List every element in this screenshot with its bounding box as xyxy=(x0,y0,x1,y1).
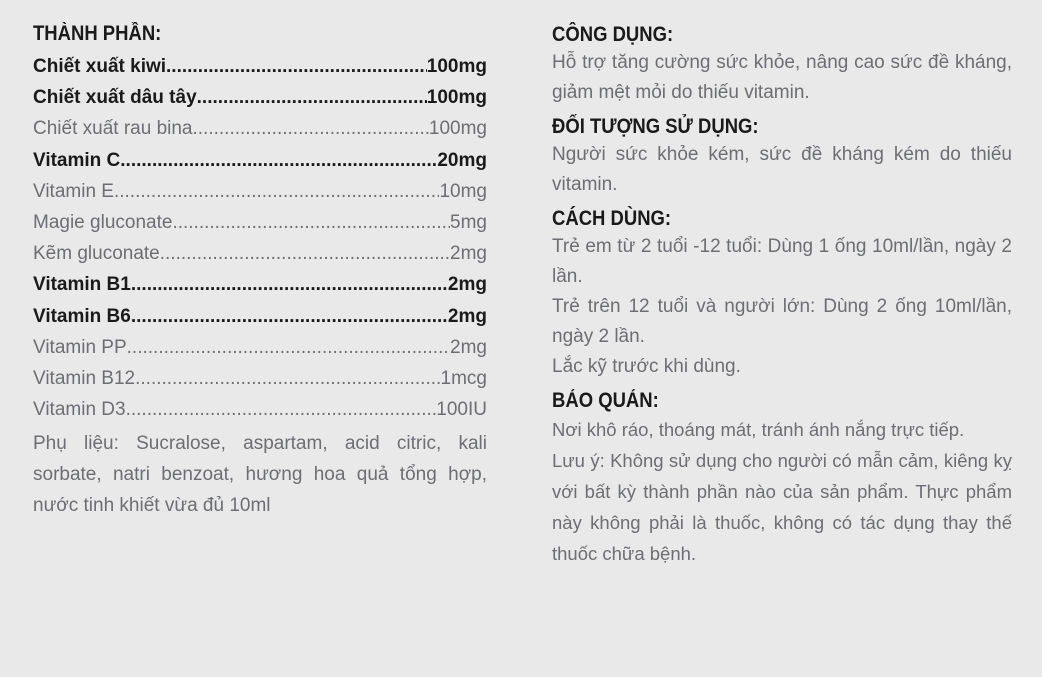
ingredient-amount: 2mg xyxy=(450,336,487,358)
ingredient-name: Chiết xuất kiwi xyxy=(33,56,167,77)
ingredient-name: Vitamin D3 xyxy=(33,399,126,421)
usage-children-text: Trẻ em từ 2 tuổi -12 tuổi: Dùng 1 ống 10ml/lần, ngày 2 lần. xyxy=(552,236,1012,287)
target-users-text: Người sức khỏe kém, sức đề kháng kém do thiếu vitamin. xyxy=(552,144,1012,195)
dot-leader xyxy=(135,363,440,394)
dot-leader xyxy=(197,82,427,113)
storage-note: Lưu ý: Không sử dụng cho người có mẫn cảm, kiêng kỵ với bất kỳ thành phần nào của sản phẩm. Thực phẩm này không phải là thuốc, không có tác dụng thay thế thuốc chữa bệnh. xyxy=(552,450,1012,564)
dot-leader xyxy=(160,238,450,269)
ingredient-name: Vitamin B12 xyxy=(33,367,136,389)
ingredient-row xyxy=(33,238,487,269)
ingredient-amount: 2mg xyxy=(450,243,487,265)
ingredient-amount: 1mcg xyxy=(440,367,487,389)
ingredient-amount: 20mg xyxy=(437,149,487,171)
dot-leader xyxy=(172,207,450,238)
ingredient-name: Vitamin PP xyxy=(33,336,127,358)
ingredient-row xyxy=(33,113,487,144)
ingredient-row xyxy=(33,82,487,113)
ingredient-row xyxy=(33,332,487,363)
ingredient-amount: 5mg xyxy=(450,211,487,233)
ingredient-amount: 100mg xyxy=(428,118,487,140)
dot-leader xyxy=(193,113,429,144)
dot-leader xyxy=(114,176,440,207)
dot-leader xyxy=(126,394,437,425)
dot-leader xyxy=(127,332,450,363)
usage-shake-text: Lắc kỹ trước khi dùng. xyxy=(552,356,741,377)
ingredient-name: Vitamin E xyxy=(33,180,114,202)
target-users-heading: ĐỐI TƯỢNG SỬ DỤNG: xyxy=(552,115,759,138)
ingredient-name: Magie gluconate xyxy=(33,211,173,233)
ingredient-name: Vitamin C xyxy=(33,149,121,171)
excipients-text: Phụ liệu: Sucralose, aspartam, acid citric, kali sorbate, natri benzoat, hương hoa quả tổng hợp, nước tinh khiết vừa đủ 10ml xyxy=(33,433,487,517)
ingredient-row xyxy=(33,207,487,238)
ingredient-row xyxy=(33,269,487,300)
dot-leader xyxy=(166,51,427,82)
info-section xyxy=(552,0,1012,569)
usage-heading: CÁCH DÙNG: xyxy=(552,207,672,230)
usage-adults-text: Trẻ trên 12 tuổi và người lớn: Dùng 2 ống 10ml/lần, ngày 2 lần. xyxy=(552,296,1012,347)
ingredient-amount: 100mg xyxy=(426,56,487,77)
ingredient-amount: 2mg xyxy=(447,274,487,296)
ingredient-name: Chiết xuất dâu tây xyxy=(33,87,197,109)
ingredient-row xyxy=(33,51,487,82)
ingredients-section xyxy=(33,0,487,521)
storage-heading: BẢO QUẢN: xyxy=(552,389,659,412)
ingredient-row xyxy=(33,301,487,332)
ingredient-row xyxy=(33,176,487,207)
storage-text: Nơi khô ráo, thoáng mát, tránh ánh nắng trực tiếp. xyxy=(552,419,965,440)
ingredient-name: Vitamin B1 xyxy=(33,274,131,296)
ingredient-row xyxy=(33,394,487,425)
ingredient-row xyxy=(33,363,487,394)
ingredient-name: Kẽm gluconate xyxy=(33,243,160,265)
ingredient-name: Vitamin B6 xyxy=(33,305,131,327)
ingredients-heading: THÀNH PHẦN: xyxy=(33,22,162,45)
dot-leader xyxy=(120,145,437,176)
ingredient-amount: 100mg xyxy=(426,87,487,109)
uses-text: Hỗ trợ tăng cường sức khỏe, nâng cao sức đề kháng, giảm mệt mỏi do thiếu vitamin. xyxy=(552,52,1012,103)
ingredient-amount: 10mg xyxy=(439,180,487,202)
uses-heading: CÔNG DỤNG: xyxy=(552,23,674,46)
ingredient-list xyxy=(33,51,487,425)
ingredient-amount: 2mg xyxy=(447,305,487,327)
ingredient-amount: 100IU xyxy=(436,399,487,421)
ingredient-row xyxy=(33,145,487,176)
dot-leader xyxy=(131,301,448,332)
dot-leader xyxy=(131,269,448,300)
ingredient-name: Chiết xuất rau bina xyxy=(33,118,193,140)
